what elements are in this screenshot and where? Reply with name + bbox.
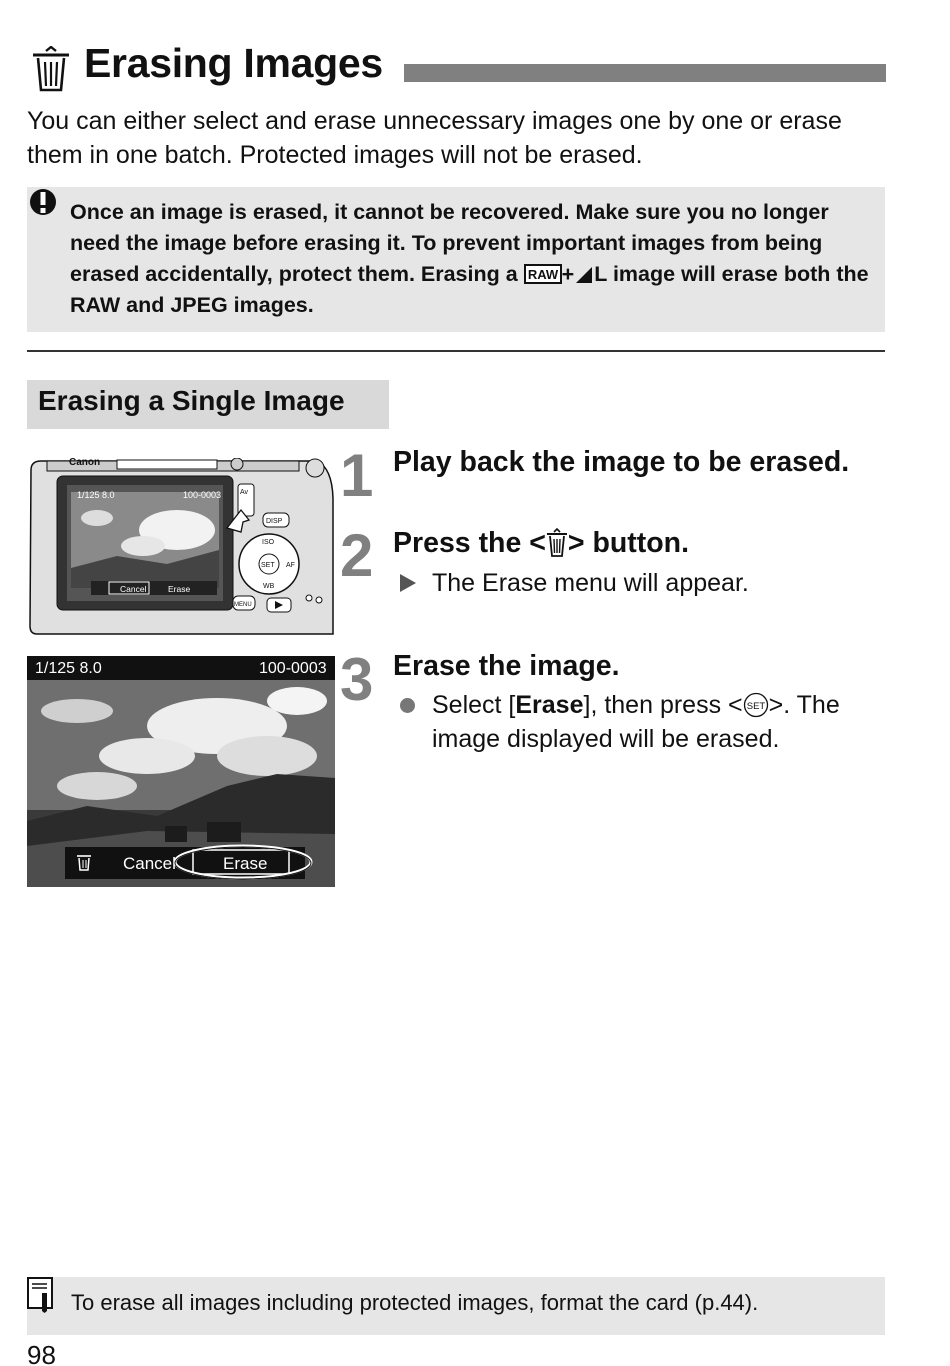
step-2-title-after: > button. [567,527,689,559]
step-3-desc-1: Select [ [432,691,516,719]
camera-erase-label: Erase [168,584,191,594]
camera-iso-label: ISO [262,539,275,546]
caution-text-1: Once an image is erased, it cannot be recovered. Make sure you no longer need the image before erasing it. To prevent important images from being erased accidentally, protect them. Erasing a [70,200,829,286]
section-heading [27,380,389,429]
camera-menu-label: MENU [234,602,252,608]
plus-sign: + [561,262,575,286]
camera-back-illustration [27,458,335,638]
camera-wb-label: WB [263,583,275,590]
screen-erase-label: Erase [223,854,268,873]
step-2-desc [400,566,749,600]
trash-icon [30,46,72,92]
camera-af-label: AF [286,562,295,569]
erase-button-icon [546,528,568,558]
screen-info-left: 1/125 8.0 [35,660,102,677]
camera-cancel-label: Cancel [120,584,147,594]
step-1-title: Play back the image to be erased. [393,446,850,478]
raw-quality-icon [524,264,562,284]
camera-av-label: Av [240,489,249,496]
set-label: SET [746,701,765,712]
intro-paragraph: You can either select and erase unnecessary images one by one or erase them in one batch. Protected images will not be erased. [27,107,842,169]
caution-box [27,187,885,332]
step-3-desc-3: >. The image displayed will be erased. [432,691,840,753]
raw-label: RAW [527,267,558,282]
step-2-desc-text: The Erase menu will appear. [432,569,749,597]
bullet-icon [400,698,415,713]
screen-info-right: 100-0003 [259,660,327,677]
quality-letter: L [594,262,607,286]
erase-screen-image [27,656,335,887]
title-rule [404,64,886,82]
step-3-desc-bold: Erase [515,691,584,719]
camera-disp-label: DISP [266,518,283,525]
note-text: To erase all images including protected images, format the card (p.44). [71,1290,759,1315]
memo-icon [27,1277,55,1313]
camera-brand: Canon [69,458,101,468]
section-title: Erasing a Single Image [38,385,345,416]
step-3-desc-2: ], then press < [583,691,743,719]
step-3-number: 3 [340,646,374,713]
set-button-icon [743,692,769,718]
step-3-title: Erase the image. [393,650,620,682]
step-2-title-before: Press the < [393,527,546,559]
fine-quality-icon [574,264,594,284]
note-box [27,1277,885,1335]
page-header [30,40,886,94]
step-3-desc [395,688,895,756]
camera-screen-info-right: 100-0003 [183,490,222,500]
section-divider [27,350,885,352]
step-2-number: 2 [340,522,374,589]
step-2-title [393,527,689,560]
caution-text-2: image will erase both the RAW and JPEG images. [70,262,869,317]
caution-icon [27,187,59,219]
page-title: Erasing Images [84,40,383,86]
step-1-number: 1 [340,442,374,509]
caution-text [70,197,870,321]
page-number: 98 [27,1340,56,1366]
camera-set-label: SET [261,562,275,569]
camera-screen-info-left: 1/125 8.0 [77,490,115,500]
screen-cancel-label: Cancel [123,854,176,873]
result-arrow-icon [400,574,416,592]
